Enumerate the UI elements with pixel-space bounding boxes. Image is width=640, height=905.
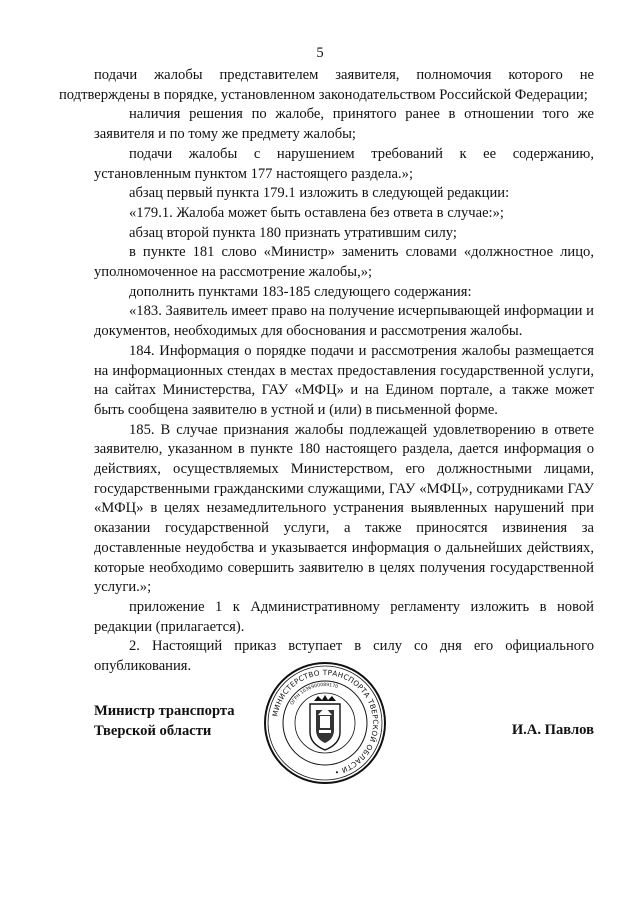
signatory-name: И.А. Павлов xyxy=(511,722,594,738)
official-seal-stamp xyxy=(262,660,388,786)
paragraph: в пункте 181 слово «Министр» заменить словами «должностное лицо, уполномоченное на рассмотрение жалобы,»; xyxy=(94,244,594,281)
paragraph: «183. Заявитель имеет право на получение исчерпывающей информации и документов, необходимых для обоснования и рассмотрения жалобы. xyxy=(94,303,594,340)
paragraph: приложение 1 к Административному регламенту изложить в новой редакции (прилагается). xyxy=(94,598,594,635)
paragraph: подачи жалобы представителем заявителя, полномочия которого не подтверждены в порядке, установленном законодательством Российской Федерации; xyxy=(59,67,594,103)
paragraph: подачи жалобы с нарушением требований к ее содержанию, установленным пунктом 177 настоящего раздела.»; xyxy=(94,145,594,182)
position-line: Министр транспорта xyxy=(94,703,235,719)
page-number: 5 xyxy=(316,45,324,61)
paragraph: 184. Информация о порядке подачи и рассмотрения жалобы размещается на информационных стендах в местах предоставления государственной услуги, на сайтах Министерства, ГАУ «МФЦ» и на Едином портале, а также может быть сообщена заявителю в устной и (или) в письменной форме. xyxy=(94,342,594,418)
paragraph: дополнить пунктами 183-185 следующего содержания: xyxy=(129,283,472,300)
position-line: Тверской области xyxy=(94,723,212,739)
svg-text:ОГРН 1036900089170: ОГРН 1036900089170 xyxy=(289,682,339,707)
paragraph: абзац второй пункта 180 признать утратившим силу; xyxy=(129,224,457,241)
coat-of-arms-emblem xyxy=(310,695,340,750)
document-body xyxy=(59,66,594,677)
paragraph: 2. Настоящий приказ вступает в силу со дня его официального опубликования. xyxy=(94,638,594,675)
paragraph: 185. В случае признания жалобы подлежащей удовлетворению в ответе заявителю, указанном в пункте 180 настоящего раздела, дается информация о действиях, осуществляемых Министерством, его должностными лицами, государственными гражданскими служащими, ГАУ «МФЦ», сотрудниками ГАУ «МФЦ» в целях незамедлительного устранения выявленных нарушений при оказании государственной услуги, а также приносятся извинения за доставленные неудобства и указывается информация о дальнейших действиях, которые необходимо совершить заявителю в целях получения государственной услуги.»; xyxy=(94,421,594,596)
paragraph: «179.1. Жалоба может быть оставлена без ответа в случае:»; xyxy=(129,204,504,221)
paragraph: наличия решения по жалобе, принятого ранее в отношении того же заявителя и по тому же предмету жалобы; xyxy=(94,106,594,143)
signatory-position xyxy=(94,701,235,741)
svg-text:МИНИСТЕРСТВО ТРАНСПОРТА ТВЕРСК: МИНИСТЕРСТВО ТРАНСПОРТА ТВЕРСКОЙ ОБЛАСТИ • xyxy=(270,667,381,778)
paragraph: абзац первый пункта 179.1 изложить в следующей редакции: xyxy=(129,185,510,202)
